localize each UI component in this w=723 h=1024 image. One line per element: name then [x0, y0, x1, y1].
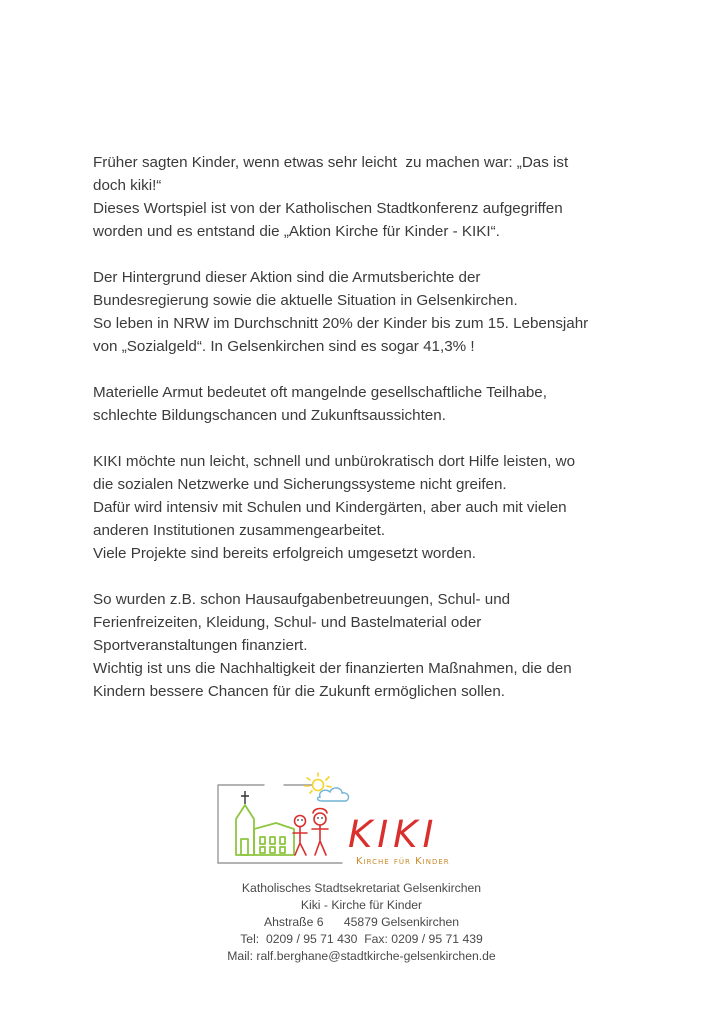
logo-subtitle: Kirche für Kinder	[356, 856, 450, 867]
text-line: Der Hintergrund dieser Aktion sind die Armutsberichte der	[93, 269, 481, 286]
footer-address: Ahstraße 6 45879 Gelsenkirchen	[263, 915, 460, 929]
cross-icon	[241, 791, 249, 804]
text-line: von „Sozialgeld“. In Gelsenkirchen sind es sogar 41,3% !	[93, 338, 475, 355]
footer-project: Kiki - Kirche für Kinder	[300, 898, 423, 912]
text-line: So leben in NRW im Durchschnitt 20% der Kinder bis zum 15. Lebensjahr	[93, 315, 589, 332]
body-text	[93, 151, 633, 703]
cloud-icon	[318, 788, 349, 801]
paragraph-projects	[93, 588, 633, 703]
logo-title: KIKI	[348, 813, 439, 856]
text-line: Wichtig ist uns die Nachhaltigkeit der finanzierten Maßnahmen, die den	[93, 660, 572, 677]
text-line: Dieses Wortspiel ist von der Katholischen Stadtkonferenz aufgegriffen	[93, 200, 563, 217]
text-line: doch kiki!“	[93, 177, 162, 194]
text-line: Viele Projekte sind bereits erfolgreich umgesetzt worden.	[93, 545, 476, 562]
text-line: Dafür wird intensiv mit Schulen und Kindergärten, aber auch mit vielen	[93, 499, 567, 516]
paragraph-help	[93, 450, 633, 565]
footer-phone: Tel: 0209 / 95 71 430 Fax: 0209 / 95 71 439	[240, 932, 483, 946]
paragraph-poverty	[93, 381, 633, 427]
text-line: Sportveranstaltungen finanziert.	[93, 637, 308, 654]
text-line: Ferienfreizeiten, Kleidung, Schul- und Bastelmaterial oder	[93, 614, 482, 631]
children-icon	[293, 809, 328, 856]
text-line: Früher sagten Kinder, wenn etwas sehr leicht zu machen war: „Das ist	[93, 154, 569, 171]
paragraph-background	[93, 266, 633, 358]
text-line: anderen Institutionen zusammengearbeitet.	[93, 522, 386, 539]
footer-org: Katholisches Stadtsekretariat Gelsenkirchen	[241, 881, 482, 895]
text-line: KIKI möchte nun leicht, schnell und unbürokratisch dort Hilfe leisten, wo	[93, 453, 576, 470]
footer-mail[interactable]: Mail: ralf.berghane@stadtkirche-gelsenkirchen.de	[227, 949, 496, 963]
text-line: schlechte Bildungschancen und Zukunftsaussichten.	[93, 407, 446, 424]
kiki-logo	[214, 771, 480, 869]
text-line: die sozialen Netzwerke und Sicherungssysteme nicht greifen.	[93, 476, 507, 493]
text-line: Kindern bessere Chancen für die Zukunft ermöglichen sollen.	[93, 683, 505, 700]
text-line: So wurden z.B. schon Hausaufgabenbetreuungen, Schul- und	[93, 591, 511, 608]
paragraph-intro	[93, 151, 633, 243]
text-line: worden und es entstand die „Aktion Kirche für Kinder - KIKI“.	[93, 223, 500, 240]
face-details	[297, 817, 323, 821]
church-icon	[236, 805, 294, 855]
text-line: Materielle Armut bedeutet oft mangelnde gesellschaftliche Teilhabe,	[93, 384, 547, 401]
text-line: Bundesregierung sowie die aktuelle Situation in Gelsenkirchen.	[93, 292, 518, 309]
contact-footer	[0, 880, 723, 965]
